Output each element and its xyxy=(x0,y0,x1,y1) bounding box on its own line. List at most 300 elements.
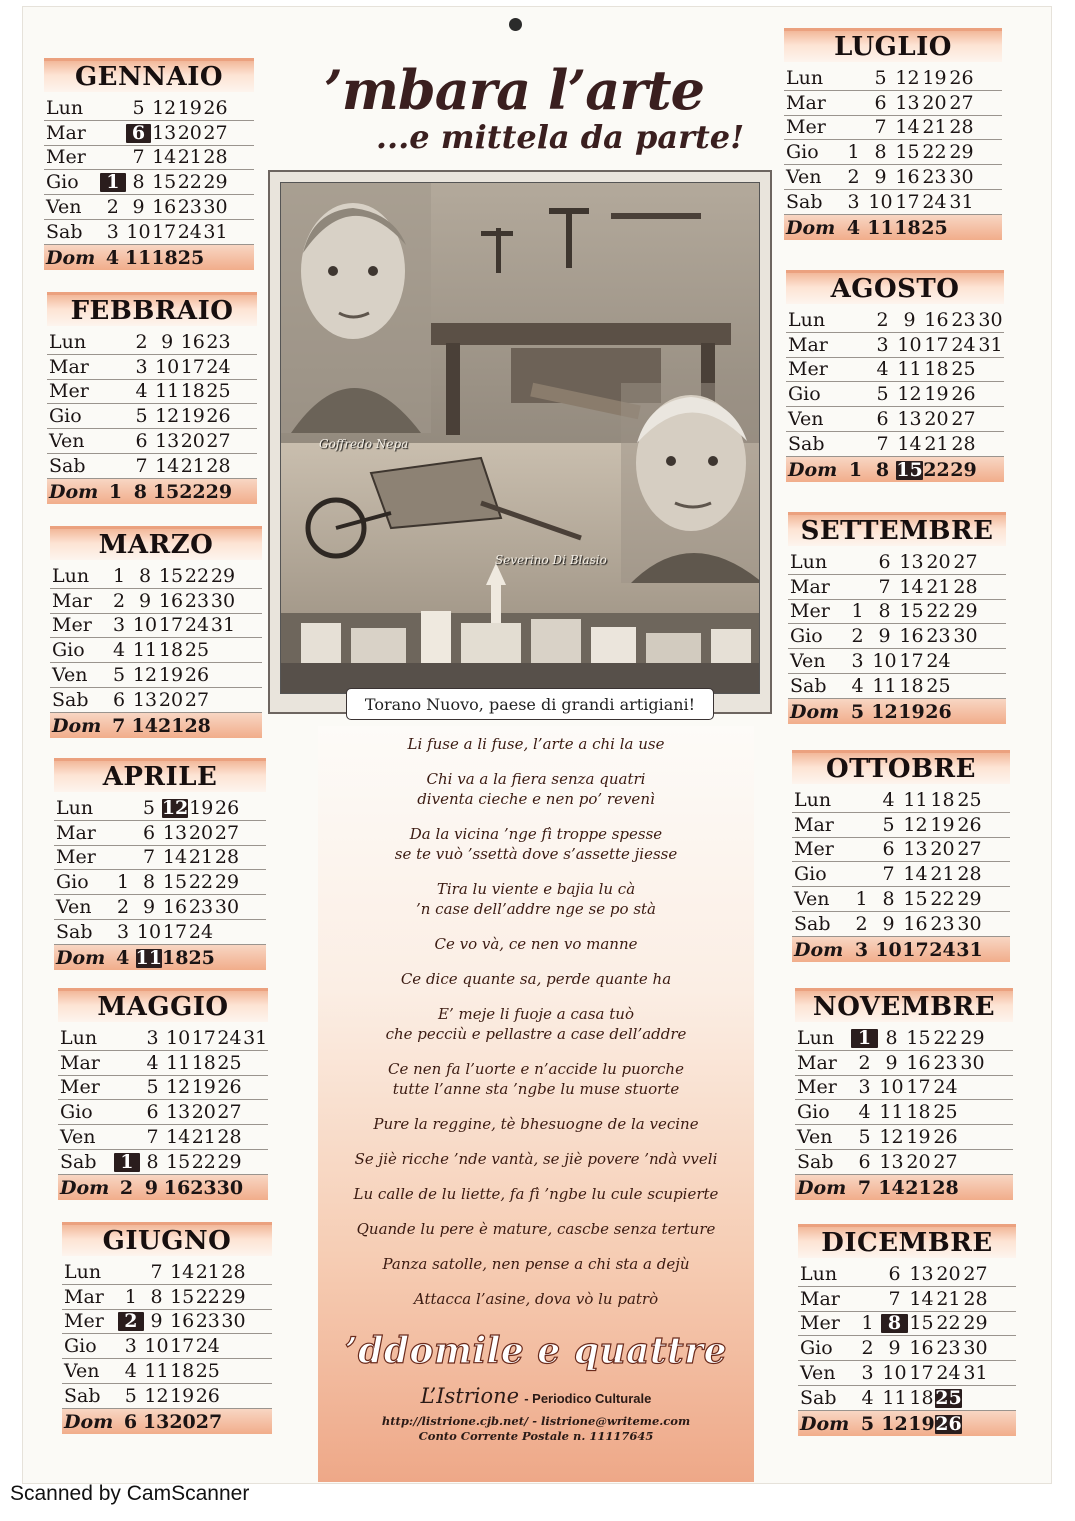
weekday-row xyxy=(798,1411,1016,1436)
date-cell: 29 xyxy=(210,564,236,587)
weekday-row xyxy=(784,215,1002,240)
weekday-row xyxy=(44,170,254,195)
date-cell: 10 xyxy=(136,920,162,943)
date-cells xyxy=(103,382,257,401)
date-cell: 3 xyxy=(116,920,130,943)
weekday-row xyxy=(798,1287,1016,1312)
date-cell: 11 xyxy=(879,1101,904,1124)
date-cell xyxy=(110,799,136,818)
weekday-label: Mar xyxy=(49,355,89,378)
highlighted-date: 11 xyxy=(135,946,162,969)
date-cell: 2 xyxy=(116,895,130,918)
date-cell xyxy=(959,1128,986,1147)
date-cell: 21 xyxy=(926,575,951,598)
date-cell xyxy=(242,1054,268,1073)
date-cells xyxy=(100,246,254,269)
date-cells xyxy=(118,1260,272,1283)
weekday-row xyxy=(784,190,1002,215)
date-cell xyxy=(986,1179,1013,1198)
date-cell: 24 xyxy=(188,920,214,943)
date-cell: 5 xyxy=(112,663,126,686)
date-cell xyxy=(232,483,257,502)
date-cell xyxy=(989,1265,1016,1284)
date-cell: 19 xyxy=(922,66,947,89)
date-cell: 26 xyxy=(951,383,976,406)
month-name: MAGGIO xyxy=(58,988,268,1022)
weekday-row xyxy=(795,1026,1013,1051)
date-cell: 4 xyxy=(105,246,120,269)
date-cell: 16 xyxy=(903,912,928,935)
date-cell: 26 xyxy=(203,96,228,119)
date-cell: 22 xyxy=(195,1285,220,1308)
proverb-line: Ce vo và, ce nen vo manne xyxy=(434,935,638,953)
date-cells xyxy=(844,674,1006,697)
date-cells xyxy=(844,602,1006,621)
date-cell: 17 xyxy=(162,920,188,943)
date-cell xyxy=(989,1415,1016,1434)
date-cells xyxy=(842,458,1004,481)
date-cell: 4 xyxy=(112,639,126,662)
date-cell: 3 xyxy=(847,190,860,213)
weekday-row xyxy=(784,91,1002,116)
date-cells xyxy=(110,796,266,819)
date-cell xyxy=(231,457,257,476)
date-cell xyxy=(975,193,1002,212)
weekday-row xyxy=(62,1310,272,1335)
month-aprile xyxy=(54,758,266,970)
weekday-label: Lun xyxy=(46,96,84,119)
weekday-row xyxy=(795,1125,1013,1150)
date-cell: 29 xyxy=(960,1026,985,1049)
date-cell: 2 xyxy=(876,308,889,331)
weekday-label: Sab xyxy=(788,432,825,455)
date-cell xyxy=(114,1029,140,1048)
date-cell: 18 xyxy=(151,246,178,269)
date-cell: 17 xyxy=(170,1335,195,1358)
weekday-row xyxy=(792,912,1010,937)
date-cell: 5 xyxy=(850,700,865,723)
date-cell: 13 xyxy=(909,1262,934,1285)
weekday-label: Gio xyxy=(49,405,82,428)
date-cell: 4 xyxy=(882,788,895,811)
date-cell xyxy=(103,358,129,377)
weekday-label: Gio xyxy=(60,1101,93,1124)
date-cell xyxy=(103,407,129,426)
date-cells xyxy=(848,887,1010,910)
weekday-label: Mar xyxy=(60,1051,100,1074)
date-cell xyxy=(221,1362,247,1381)
month-days xyxy=(62,1260,272,1434)
date-cell xyxy=(242,1128,268,1147)
weekday-label: Ven xyxy=(46,195,82,218)
date-cell: 28 xyxy=(951,432,976,455)
date-cell xyxy=(986,1128,1013,1147)
date-cells xyxy=(110,920,266,943)
date-cell: 12 xyxy=(879,1125,904,1148)
date-cell: 18 xyxy=(180,380,205,403)
date-cell: 1 xyxy=(851,600,864,623)
date-cell: 29 xyxy=(203,171,228,194)
date-cell: 17 xyxy=(899,649,924,672)
month-marzo xyxy=(50,526,262,738)
date-cell: 30 xyxy=(210,589,236,612)
date-cells xyxy=(842,407,1004,430)
date-cell: 13 xyxy=(166,1101,191,1124)
date-cell: 22 xyxy=(926,600,951,623)
sepia-photo-collage xyxy=(280,182,760,694)
weekday-row xyxy=(54,796,266,821)
date-cell: 1 xyxy=(108,480,123,503)
date-cell xyxy=(848,816,875,835)
weekday-row xyxy=(47,380,257,405)
date-cell: 19 xyxy=(170,1384,195,1407)
date-cell: 18 xyxy=(906,1101,931,1124)
date-cell xyxy=(986,1054,1013,1073)
weekday-label: Mer xyxy=(797,1076,837,1099)
weekday-row xyxy=(50,713,262,738)
date-cell: 23 xyxy=(206,330,231,353)
weekday-label: Dom xyxy=(790,700,840,723)
date-cell: 27 xyxy=(217,1101,242,1124)
weekday-label: Mer xyxy=(794,838,834,861)
date-cell: 17 xyxy=(158,614,184,637)
proverb xyxy=(318,1004,754,1044)
date-cell: 9 xyxy=(132,195,145,218)
date-cell: 30 xyxy=(221,1310,246,1333)
date-cell: 16 xyxy=(899,625,924,648)
weekday-label: Ven xyxy=(60,1125,96,1148)
weekday-label: Dom xyxy=(49,480,99,503)
date-cell xyxy=(110,848,136,867)
date-cell xyxy=(844,553,871,572)
date-cells xyxy=(840,66,1002,89)
date-cells xyxy=(118,1285,272,1308)
weekday-label: Lun xyxy=(797,1026,835,1049)
contact-web-email[interactable]: http://listrione.cjb.net/ - listrione@writeme.com xyxy=(381,1414,691,1428)
date-cell: 18 xyxy=(191,1051,216,1074)
date-cell: 12 xyxy=(903,813,928,836)
date-cell xyxy=(975,143,1002,162)
date-cell: 25 xyxy=(177,246,205,269)
date-cell: 13 xyxy=(152,121,177,144)
highlighted-date: 8 xyxy=(881,1314,908,1333)
date-cell: 31 xyxy=(203,220,228,243)
date-cell: 2 xyxy=(851,625,864,648)
weekday-row xyxy=(44,146,254,171)
date-cell xyxy=(240,799,266,818)
date-cell: 12 xyxy=(155,405,180,428)
weekday-label: Mer xyxy=(49,380,89,403)
weekday-label: Gio xyxy=(797,1101,830,1124)
weekday-row xyxy=(44,195,254,220)
date-cell xyxy=(989,1339,1016,1358)
weekday-row xyxy=(54,870,266,895)
date-cell xyxy=(243,1179,268,1198)
date-cell: 25 xyxy=(184,639,210,662)
weekday-row xyxy=(798,1361,1016,1386)
date-cell xyxy=(979,553,1006,572)
month-days xyxy=(58,1026,268,1200)
date-cell: 28 xyxy=(949,116,974,139)
date-cell xyxy=(959,1179,986,1198)
date-cell xyxy=(977,410,1004,429)
date-cell: 16 xyxy=(170,1310,195,1333)
weekday-label: Mar xyxy=(797,1051,837,1074)
date-cells xyxy=(854,1361,1016,1384)
date-cell: 19 xyxy=(189,796,214,819)
date-cell xyxy=(214,923,240,942)
date-cells xyxy=(118,1410,272,1433)
date-cell: 25 xyxy=(926,674,951,697)
date-cell: 31 xyxy=(963,1361,988,1384)
date-cell: 19 xyxy=(158,663,184,686)
date-cell: 3 xyxy=(854,938,869,961)
weekday-label: Dom xyxy=(800,1412,850,1435)
date-cells xyxy=(842,308,1004,331)
weekday-row xyxy=(50,564,262,589)
weekday-label: Ven xyxy=(56,895,92,918)
date-cells xyxy=(110,895,266,918)
weekday-label: Lun xyxy=(800,1262,838,1285)
date-cell xyxy=(959,1153,986,1172)
weekday-row xyxy=(50,614,262,639)
hanging-hole xyxy=(509,18,522,31)
date-cell: 28 xyxy=(184,714,211,737)
date-cell: 7 xyxy=(142,846,156,869)
date-cell: 19 xyxy=(924,383,949,406)
date-cell: 9 xyxy=(150,1310,163,1333)
date-cell: 12 xyxy=(166,1076,191,1099)
proverb-line: Quande lu pere è mature, cascbe senza terture xyxy=(356,1220,716,1238)
date-cell: 12 xyxy=(132,663,158,686)
date-cells xyxy=(103,480,257,503)
weekday-label: Lun xyxy=(64,1260,102,1283)
proverb xyxy=(318,1254,754,1274)
date-cell xyxy=(989,1290,1016,1309)
date-cells xyxy=(851,1051,1013,1074)
date-cells xyxy=(842,432,1004,455)
date-cell: 6 xyxy=(876,407,889,430)
postal-account: Conto Corrente Postale n. 11117645 xyxy=(418,1429,654,1443)
date-cell xyxy=(215,949,241,968)
date-cell: 14 xyxy=(878,1176,905,1199)
date-cell xyxy=(211,717,237,736)
date-cell: 14 xyxy=(152,146,177,169)
date-cell xyxy=(979,652,1006,671)
weekday-label: Mar xyxy=(788,333,828,356)
date-cell: 1 xyxy=(112,564,126,587)
date-cell: 11 xyxy=(897,358,922,381)
date-cells xyxy=(844,550,1006,573)
date-cells xyxy=(118,1384,272,1407)
date-cell xyxy=(228,173,254,192)
date-cell: 3 xyxy=(135,355,148,378)
date-cell: 8 xyxy=(874,141,887,164)
date-cell: 2 xyxy=(855,912,868,935)
date-cells xyxy=(106,641,262,660)
date-cell: 30 xyxy=(949,165,974,188)
weekday-row xyxy=(792,887,1010,912)
date-cell: 16 xyxy=(158,589,184,612)
weekday-label: Dom xyxy=(786,216,836,239)
date-cell: 8 xyxy=(878,600,891,623)
highlighted-date: 15 xyxy=(896,458,923,481)
weekday-label: Mar xyxy=(64,1285,104,1308)
date-cell: 23 xyxy=(930,912,955,935)
date-cell: 24 xyxy=(184,614,210,637)
date-cell xyxy=(840,94,867,113)
proverb-line: Da la vicina ’nge fì troppe spesse xyxy=(409,825,663,843)
weekday-row xyxy=(786,457,1004,482)
proverb-line: Se jiè ricche ’nde vantà, se jiè povere ’ndà vveli xyxy=(354,1150,718,1168)
weekday-row xyxy=(795,1175,1013,1200)
date-cells xyxy=(848,938,1010,961)
weekday-row xyxy=(798,1262,1016,1287)
weekday-label: Lun xyxy=(790,550,828,573)
month-days xyxy=(792,788,1010,962)
date-cell: 15 xyxy=(166,1150,191,1173)
date-cell xyxy=(236,666,262,685)
weekday-row xyxy=(44,245,254,270)
date-cell: 29 xyxy=(221,1285,246,1308)
date-cell xyxy=(100,124,126,143)
weekday-row xyxy=(792,937,1010,962)
weekday-row xyxy=(788,624,1006,649)
date-cell: 23 xyxy=(926,625,951,648)
date-cell xyxy=(246,1263,272,1282)
date-cell xyxy=(848,791,875,810)
date-cell xyxy=(114,1103,140,1122)
date-cell: 3 xyxy=(876,333,889,356)
proverb xyxy=(318,734,754,754)
date-cell: 6 xyxy=(112,688,126,711)
weekday-label: Mar xyxy=(786,91,826,114)
date-cell: 19 xyxy=(906,1125,931,1148)
date-cell: 12 xyxy=(881,1412,908,1435)
date-cell: 29 xyxy=(205,480,233,503)
date-cells xyxy=(851,1150,1013,1173)
date-cells xyxy=(110,873,266,892)
date-cell: 14 xyxy=(895,116,920,139)
date-cell: 17 xyxy=(180,355,205,378)
date-cell xyxy=(228,198,254,217)
weekday-label: Ven xyxy=(49,429,85,452)
date-cell: 13 xyxy=(879,1150,904,1173)
weekday-row xyxy=(798,1336,1016,1361)
date-cells xyxy=(851,1103,1013,1122)
weekday-label: Ven xyxy=(800,1361,836,1384)
month-days xyxy=(54,796,266,970)
date-cell xyxy=(979,627,1006,646)
date-cells xyxy=(106,714,262,737)
date-cell xyxy=(114,1128,140,1147)
date-cell: 21 xyxy=(930,863,955,886)
date-cell: 13 xyxy=(895,91,920,114)
date-cells xyxy=(106,589,262,612)
month-name: GIUGNO xyxy=(62,1222,272,1256)
date-cell: 30 xyxy=(216,1176,244,1199)
date-cell: 9 xyxy=(138,589,152,612)
date-cells xyxy=(840,216,1002,239)
date-cell: 10 xyxy=(166,1026,191,1049)
date-cell: 14 xyxy=(131,714,158,737)
date-cell xyxy=(977,385,1004,404)
weekday-label: Mar xyxy=(56,821,96,844)
date-cell: 13 xyxy=(903,838,928,861)
date-cell: 8 xyxy=(885,1026,898,1049)
weekday-row xyxy=(788,649,1006,674)
date-cell: 16 xyxy=(152,195,177,218)
date-cell xyxy=(240,898,266,917)
weekday-row xyxy=(792,813,1010,838)
weekday-row xyxy=(44,121,254,146)
date-cell: 27 xyxy=(214,821,240,844)
date-cells xyxy=(103,355,257,378)
weekday-label: Dom xyxy=(46,246,96,269)
date-cell: 10 xyxy=(132,614,158,637)
date-cell: 7 xyxy=(874,116,887,139)
proverb-line: Chi va a la fiera senza quatri xyxy=(426,770,646,788)
weekday-row xyxy=(44,96,254,121)
month-name: OTTOBRE xyxy=(792,750,1010,784)
date-cell: 21 xyxy=(924,432,949,455)
date-cell: 19 xyxy=(930,813,955,836)
proverb-line: Lu calle de lu liette, fa fì ’ngbe lu cule scupierte xyxy=(353,1185,719,1203)
date-cell: 29 xyxy=(217,1150,242,1173)
weekday-row xyxy=(786,333,1004,358)
date-cell: 9 xyxy=(903,308,916,331)
date-cell: 30 xyxy=(978,308,1003,331)
date-cell: 17 xyxy=(909,1361,934,1384)
date-cell: 2 xyxy=(861,1337,874,1360)
date-cell: 28 xyxy=(932,1176,959,1199)
weekday-row xyxy=(58,1100,268,1125)
date-cell xyxy=(989,1364,1016,1383)
date-cell xyxy=(989,1389,1016,1408)
weekday-row xyxy=(62,1409,272,1434)
weekday-row xyxy=(62,1260,272,1285)
date-cell xyxy=(975,219,1002,238)
date-cell xyxy=(842,385,869,404)
month-name: GENNAIO xyxy=(44,58,254,92)
date-cell xyxy=(842,435,869,454)
proverb-line: che pecciù e pellastre a case dell’addre xyxy=(385,1025,687,1043)
calendar-title: ’mbara l’arte xyxy=(324,58,704,122)
date-cell: 14 xyxy=(155,454,180,477)
weekday-row xyxy=(47,330,257,355)
date-cell: 27 xyxy=(951,407,976,430)
weekday-row xyxy=(788,575,1006,600)
date-cell: 6 xyxy=(858,1150,871,1173)
weekday-label: Ven xyxy=(52,663,88,686)
date-cells xyxy=(844,700,1006,723)
weekday-label: Sab xyxy=(797,1150,834,1173)
date-cell: 15 xyxy=(899,600,924,623)
weekday-row xyxy=(58,1051,268,1076)
weekday-label: Dom xyxy=(64,1410,114,1433)
date-cell: 18 xyxy=(909,1386,934,1409)
date-cell xyxy=(242,1078,268,1097)
weekday-label: Gio xyxy=(52,639,85,662)
highlighted-date: 6 xyxy=(126,124,152,143)
date-cell xyxy=(246,1312,272,1331)
date-cell xyxy=(228,223,254,242)
date-cell: 8 xyxy=(142,871,156,894)
date-cell: 12 xyxy=(152,96,177,119)
weekday-label: Mer xyxy=(786,116,826,139)
date-cell: 7 xyxy=(878,575,891,598)
date-cell xyxy=(103,457,129,476)
